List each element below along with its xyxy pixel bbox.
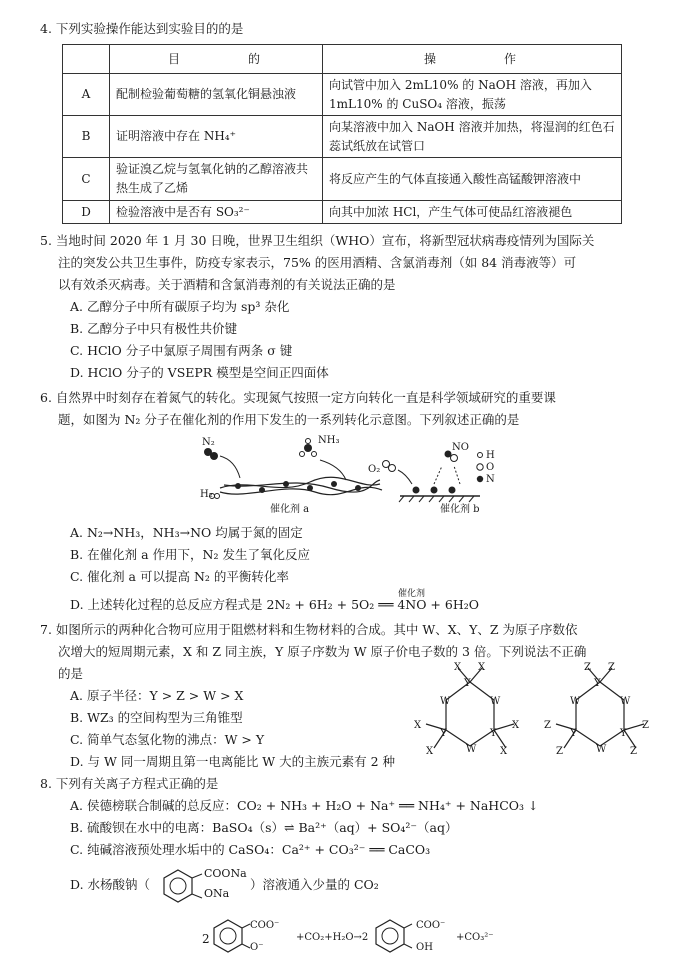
ring-x-x6: X — [500, 746, 508, 757]
q5-line1: 5. 当地时间 2020 年 1 月 30 日晚，世界卫生组织（WHO）宣布，将新型冠状病毒疫情列为国际关 — [40, 233, 595, 248]
ring-x-y3: Y — [490, 728, 497, 739]
row-purpose: 配制检验葡萄糖的氢氧化铜悬浊液 — [110, 74, 323, 116]
ring-x-x3: X — [414, 720, 422, 731]
row-purpose: 检验溶液中是否有 SO₃²⁻ — [110, 200, 323, 224]
ring-x-w3: W — [466, 744, 477, 755]
legend-h: H — [486, 450, 495, 461]
eq-coeff: 2 — [202, 932, 210, 946]
ring-x-x2: X — [478, 662, 486, 673]
label-n2: N₂ — [202, 437, 215, 448]
arrow-icon — [398, 470, 412, 484]
q5-option-b: B. 乙醇分子中只有极性共价键 — [70, 321, 238, 336]
row-operation: 向某溶液中加入 NaOH 溶液并加热，将湿润的红色石蕊试纸放在试管口 — [323, 116, 622, 158]
ring-z-y3: Y — [620, 728, 627, 739]
o2-molecule — [383, 461, 396, 472]
table-row — [63, 116, 622, 158]
q5-option-d: D. HClO 分子的 VSEPR 模型是空间正四面体 — [70, 365, 329, 380]
ring-z-w1: W — [570, 696, 581, 707]
legend-o: O — [486, 462, 495, 473]
eq-coo: COO⁻ — [250, 920, 280, 931]
table-row — [63, 200, 622, 224]
ring-z-y2: Y — [570, 728, 577, 739]
row-key: C — [63, 158, 110, 200]
q7-option-a: A. 原子半径：Y > Z > W > X — [70, 688, 244, 703]
row-purpose: 验证溴乙烷与氢氧化钠的乙醇溶液共热生成了乙烯 — [110, 158, 323, 200]
q6-option-c: C. 催化剂 a 可以提高 N₂ 的平衡转化率 — [70, 569, 289, 584]
caption-catalyst-a: 催化剂 a — [270, 504, 310, 515]
row-key: A — [63, 74, 110, 116]
ring-z-z1: Z — [584, 662, 591, 673]
q8-option-b: B. 硫酸钡在水中的电离：BaSO₄（s）⇌ Ba²⁺（aq）+ SO₄²⁻（aq） — [70, 820, 458, 835]
q4-stem: 4. 下列实验操作能达到实验目的的是 — [40, 21, 244, 36]
catalyst-b-surface — [399, 487, 480, 503]
q4-header-purpose: 目 的 — [110, 45, 323, 74]
legend — [477, 453, 483, 483]
q6-option-d: D. 上述转化过程的总反应方程式是 2N₂ + 6H₂ + 5O₂ ══ 4NO + 6H₂O — [70, 597, 479, 612]
q8-option-c: C. 纯碱溶液预处理水垢中的 CaSO₄：Ca²⁺ + CO₃²⁻ ══ CaCO₃ — [70, 842, 431, 857]
ring-z-z2: Z — [608, 662, 615, 673]
q7-option-b: B. WZ₃ 的空间构型为三角锥型 — [70, 710, 243, 725]
table-row — [63, 74, 622, 116]
q6-option-a: A. N₂→NH₃，NH₃→NO 均属于氮的固定 — [70, 525, 303, 540]
row-key: D — [63, 200, 110, 224]
ring-x-y-top: Y — [464, 678, 471, 689]
row-operation: 向其中加浓 HCl，产生气体可使品红溶液褪色 — [323, 200, 622, 224]
eq-oh: OH — [416, 942, 433, 953]
eq-middle: +CO₂+H₂O→2 — [296, 932, 369, 943]
q7-option-d: D. 与 W 同一周期且第一电离能比 W 大的主族元素有 2 种 — [70, 754, 396, 769]
q5-option-c: C. HClO 分子中氯原子周围有两条 σ 键 — [70, 343, 293, 358]
nh3-molecule — [300, 439, 317, 457]
ring-x-x1: X — [454, 662, 462, 673]
ring-x-w1: W — [440, 696, 451, 707]
q4-table-header — [63, 45, 622, 74]
q7-line3: 的是 — [58, 666, 84, 681]
ring-x-x4: X — [426, 746, 434, 757]
arrow-icon — [434, 466, 442, 484]
q5-line2: 注的突发公共卫生事件，防疫专家表示，75% 的医用酒精、含氯消毒剂（如 84 消毒液等）可 — [58, 255, 577, 270]
q5-line3: 以有效杀灭病毒。关于酒精和含氯消毒剂的有关说法正确的是 — [58, 277, 396, 292]
ring-z-y-top: Y — [594, 678, 601, 689]
q4-table — [62, 44, 622, 224]
ring-z-z6: Z — [630, 746, 637, 757]
caption-catalyst-b: 催化剂 b — [440, 504, 480, 515]
row-purpose: 证明溶液中存在 NH₄⁺ — [110, 116, 323, 158]
salicylic-acid-structure — [370, 914, 420, 960]
catalyst-condition: 催化剂 — [398, 589, 426, 599]
ring-x-x5: X — [512, 720, 520, 731]
q6-line1: 6. 自然界中时刻存在着氮气的转化。实现氮气按照一定方向转化一直是科学领域研究的重要课 — [40, 390, 556, 405]
label-coona: COONa — [204, 867, 247, 880]
q8-option-d-tail: ）溶液通入少量的 CO₂ — [250, 877, 379, 892]
label-no: NO — [452, 442, 469, 453]
arrow-icon — [220, 456, 240, 478]
ring-z-z3: Z — [544, 720, 551, 731]
q8-option-d: D. 水杨酸钠（ — [70, 877, 151, 892]
eq-coo2: COO⁻ — [416, 920, 446, 931]
q6-option-b: B. 在催化剂 a 作用下，N₂ 发生了氧化反应 — [70, 547, 310, 562]
ring-z-z4: Z — [556, 746, 563, 757]
ring-x-y2: Y — [440, 728, 447, 739]
label-o2: O₂ — [368, 464, 381, 475]
ring-z-w3: W — [596, 744, 607, 755]
ring-z-w2: W — [620, 696, 631, 707]
q8-stem: 8. 下列有关离子方程式正确的是 — [40, 776, 219, 791]
q8-option-a: A. 侯德榜联合制碱的总反应：CO₂ + NH₃ + H₂O + Na⁺ ══ NH₄⁺ + NaHCO₃ ↓ — [70, 798, 539, 813]
row-operation: 向试管中加入 2mL10% 的 NaOH 溶液，再加入 1mL10% 的 CuSO₄ 溶液，振荡 — [323, 74, 622, 116]
eq-tail: +CO₃²⁻ — [456, 932, 494, 943]
arrow-icon — [454, 466, 460, 484]
row-operation: 将反应产生的气体直接通入酸性高锰酸钾溶液中 — [323, 158, 622, 200]
q5-option-a: A. 乙醇分子中所有碳原子均为 sp³ 杂化 — [70, 299, 290, 314]
q7-line1: 7. 如图所示的两种化合物可应用于阻燃材料和生物材料的合成。其中 W、X、Y、Z 为原子序数依 — [40, 622, 578, 637]
eq-o: O⁻ — [250, 942, 264, 953]
label-nh3: NH₃ — [318, 435, 340, 446]
label-h2: H₂ — [200, 489, 213, 500]
ring-x-w2: W — [490, 696, 501, 707]
q6-line2: 题，如图为 N₂ 分子在催化剂的作用下发生的一系列转化示意图。下列叙述正确的是 — [58, 412, 520, 427]
label-ona: ONa — [204, 887, 230, 900]
ring-z-z5: Z — [642, 720, 649, 731]
q7-option-c: C. 简单气态氢化物的沸点：W > Y — [70, 732, 265, 747]
legend-n: N — [486, 474, 495, 485]
q7-line2: 次增大的短周期元素，X 和 Z 同主族，Y 原子序数为 W 原子价电子数的 3 倍。下列说法不正确 — [58, 644, 587, 659]
table-row — [63, 158, 622, 200]
q4-header-operation: 操 作 — [323, 45, 622, 74]
row-key: B — [63, 116, 110, 158]
